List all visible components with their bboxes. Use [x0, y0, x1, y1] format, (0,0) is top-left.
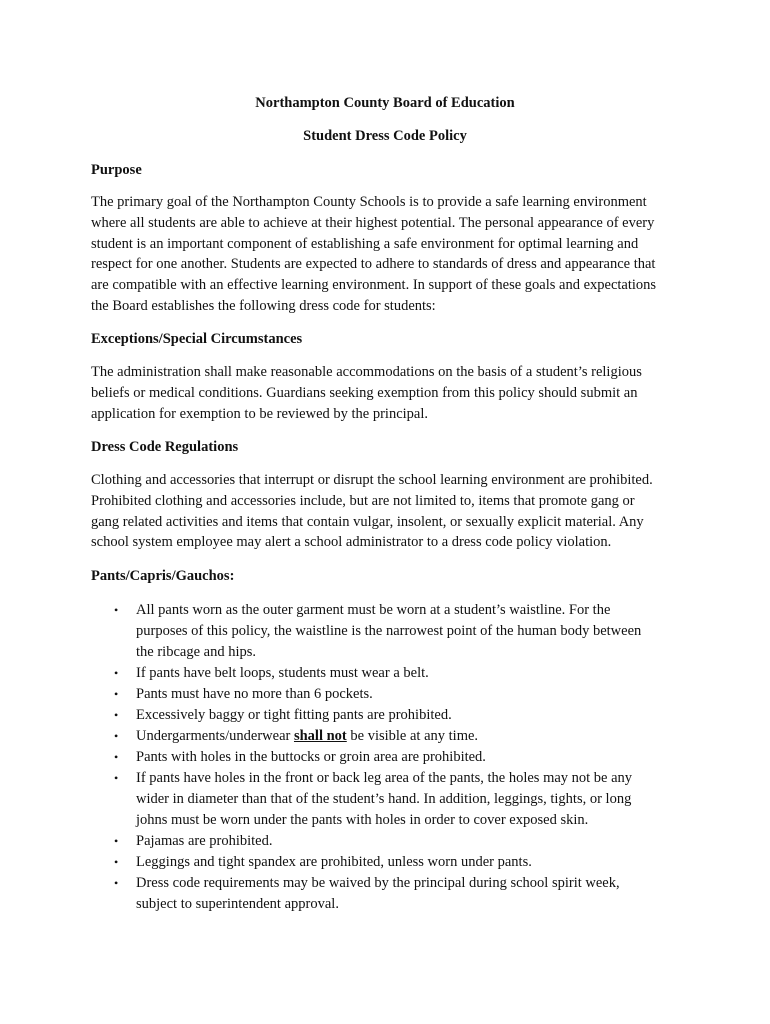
purpose-heading: Purpose — [91, 162, 142, 178]
list-item — [91, 705, 691, 726]
exceptions-line: beliefs or medical conditions. Guardians seeking exemption from this policy should submit an — [91, 384, 638, 401]
list-item — [91, 726, 691, 747]
bullet-icon: • — [114, 666, 119, 680]
list-item-line: Pants must have no more than 6 pockets. — [136, 686, 373, 702]
list-item — [91, 663, 691, 684]
list-item — [91, 600, 691, 663]
list-item-line: johns must be worn under the pants with holes in order to cover exposed skin. — [136, 812, 589, 828]
bullet-icon: • — [114, 771, 119, 785]
list-item — [91, 747, 691, 768]
purpose-line: student is an important component of establishing a safe environment for optimal learning and — [91, 235, 639, 252]
purpose-line: the Board establishes the following dress code for students: — [91, 297, 436, 314]
purpose-paragraph — [91, 192, 691, 317]
bullet-icon: • — [114, 687, 119, 701]
bullet-icon: • — [114, 729, 119, 743]
bullet-icon: • — [114, 750, 119, 764]
bullet-icon: • — [114, 855, 119, 869]
list-item — [91, 852, 691, 873]
bullet-icon: • — [114, 708, 119, 722]
purpose-line: are compatible with an effective learning environment. In support of these goals and expectations — [91, 277, 657, 294]
exceptions-line: application for exemption to be reviewed by the principal. — [91, 405, 429, 422]
list-item-line: Pajamas are prohibited. — [136, 833, 273, 849]
list-item-line: subject to superintendent approval. — [136, 896, 339, 912]
list-item-line: All pants worn as the outer garment must be worn at a student’s waistline. For the — [136, 602, 611, 618]
list-item-line: purposes of this policy, the waistline is the narrowest point of the human body between — [136, 623, 642, 639]
purpose-line: where all students are able to achieve at their highest potential. The personal appearance of every — [91, 214, 655, 231]
purpose-line: respect for one another. Students are expected to adhere to standards of dress and appearance that — [91, 256, 656, 273]
regulations-paragraph — [91, 470, 691, 553]
list-item — [91, 684, 691, 705]
regulations-heading: Dress Code Regulations — [91, 439, 239, 455]
exceptions-line: The administration shall make reasonable accommodations on the basis of a student’s religious — [91, 364, 642, 380]
list-item — [91, 831, 691, 852]
regulations-line: gang related activities and items that contain vulgar, insolent, or sexually explicit material. Any — [91, 513, 644, 530]
list-item-line: If pants have belt loops, students must wear a belt. — [136, 665, 429, 681]
list-item-line: If pants have holes in the front or back leg area of the pants, the holes may not be any — [136, 770, 633, 786]
list-item-line: Pants with holes in the buttocks or groin area are prohibited. — [136, 749, 486, 765]
emphasis-shall-not: shall not — [293, 728, 347, 744]
policy-title: Student Dress Code Policy — [303, 128, 467, 144]
pants-rules-list — [91, 600, 691, 915]
list-item — [91, 768, 691, 831]
list-item-line: the ribcage and hips. — [136, 644, 256, 660]
list-item-line — [136, 726, 691, 747]
regulations-line: Clothing and accessories that interrupt or disrupt the school learning environment are prohibited. — [91, 472, 653, 488]
regulations-line: Prohibited clothing and accessories include, but are not limited to, items that promote gang or — [91, 492, 635, 509]
bullet-icon: • — [114, 603, 119, 617]
list-item-text-before: Undergarments/underwear — [136, 728, 294, 744]
list-item-text-after: be visible at any time. — [346, 728, 479, 744]
list-item-line: Excessively baggy or tight fitting pants are prohibited. — [136, 707, 452, 723]
purpose-line: The primary goal of the Northampton County Schools is to provide a safe learning environment — [91, 194, 647, 210]
bullet-icon: • — [114, 834, 119, 848]
bullet-icon: • — [114, 876, 119, 890]
list-item — [91, 873, 691, 915]
pants-heading: Pants/Capris/Gauchos: — [91, 568, 235, 584]
list-item-line: Dress code requirements may be waived by the principal during school spirit week, — [136, 875, 620, 891]
exceptions-heading: Exceptions/Special Circumstances — [91, 331, 303, 347]
regulations-line: school system employee may alert a school administrator to a dress code policy violation. — [91, 534, 612, 551]
exceptions-paragraph — [91, 362, 691, 424]
list-item-line: wider in diameter than that of the student’s hand. In addition, leggings, tights, or long — [136, 791, 632, 807]
list-item-line: Leggings and tight spandex are prohibited, unless worn under pants. — [136, 854, 532, 870]
organization-title: Northampton County Board of Education — [255, 95, 515, 111]
